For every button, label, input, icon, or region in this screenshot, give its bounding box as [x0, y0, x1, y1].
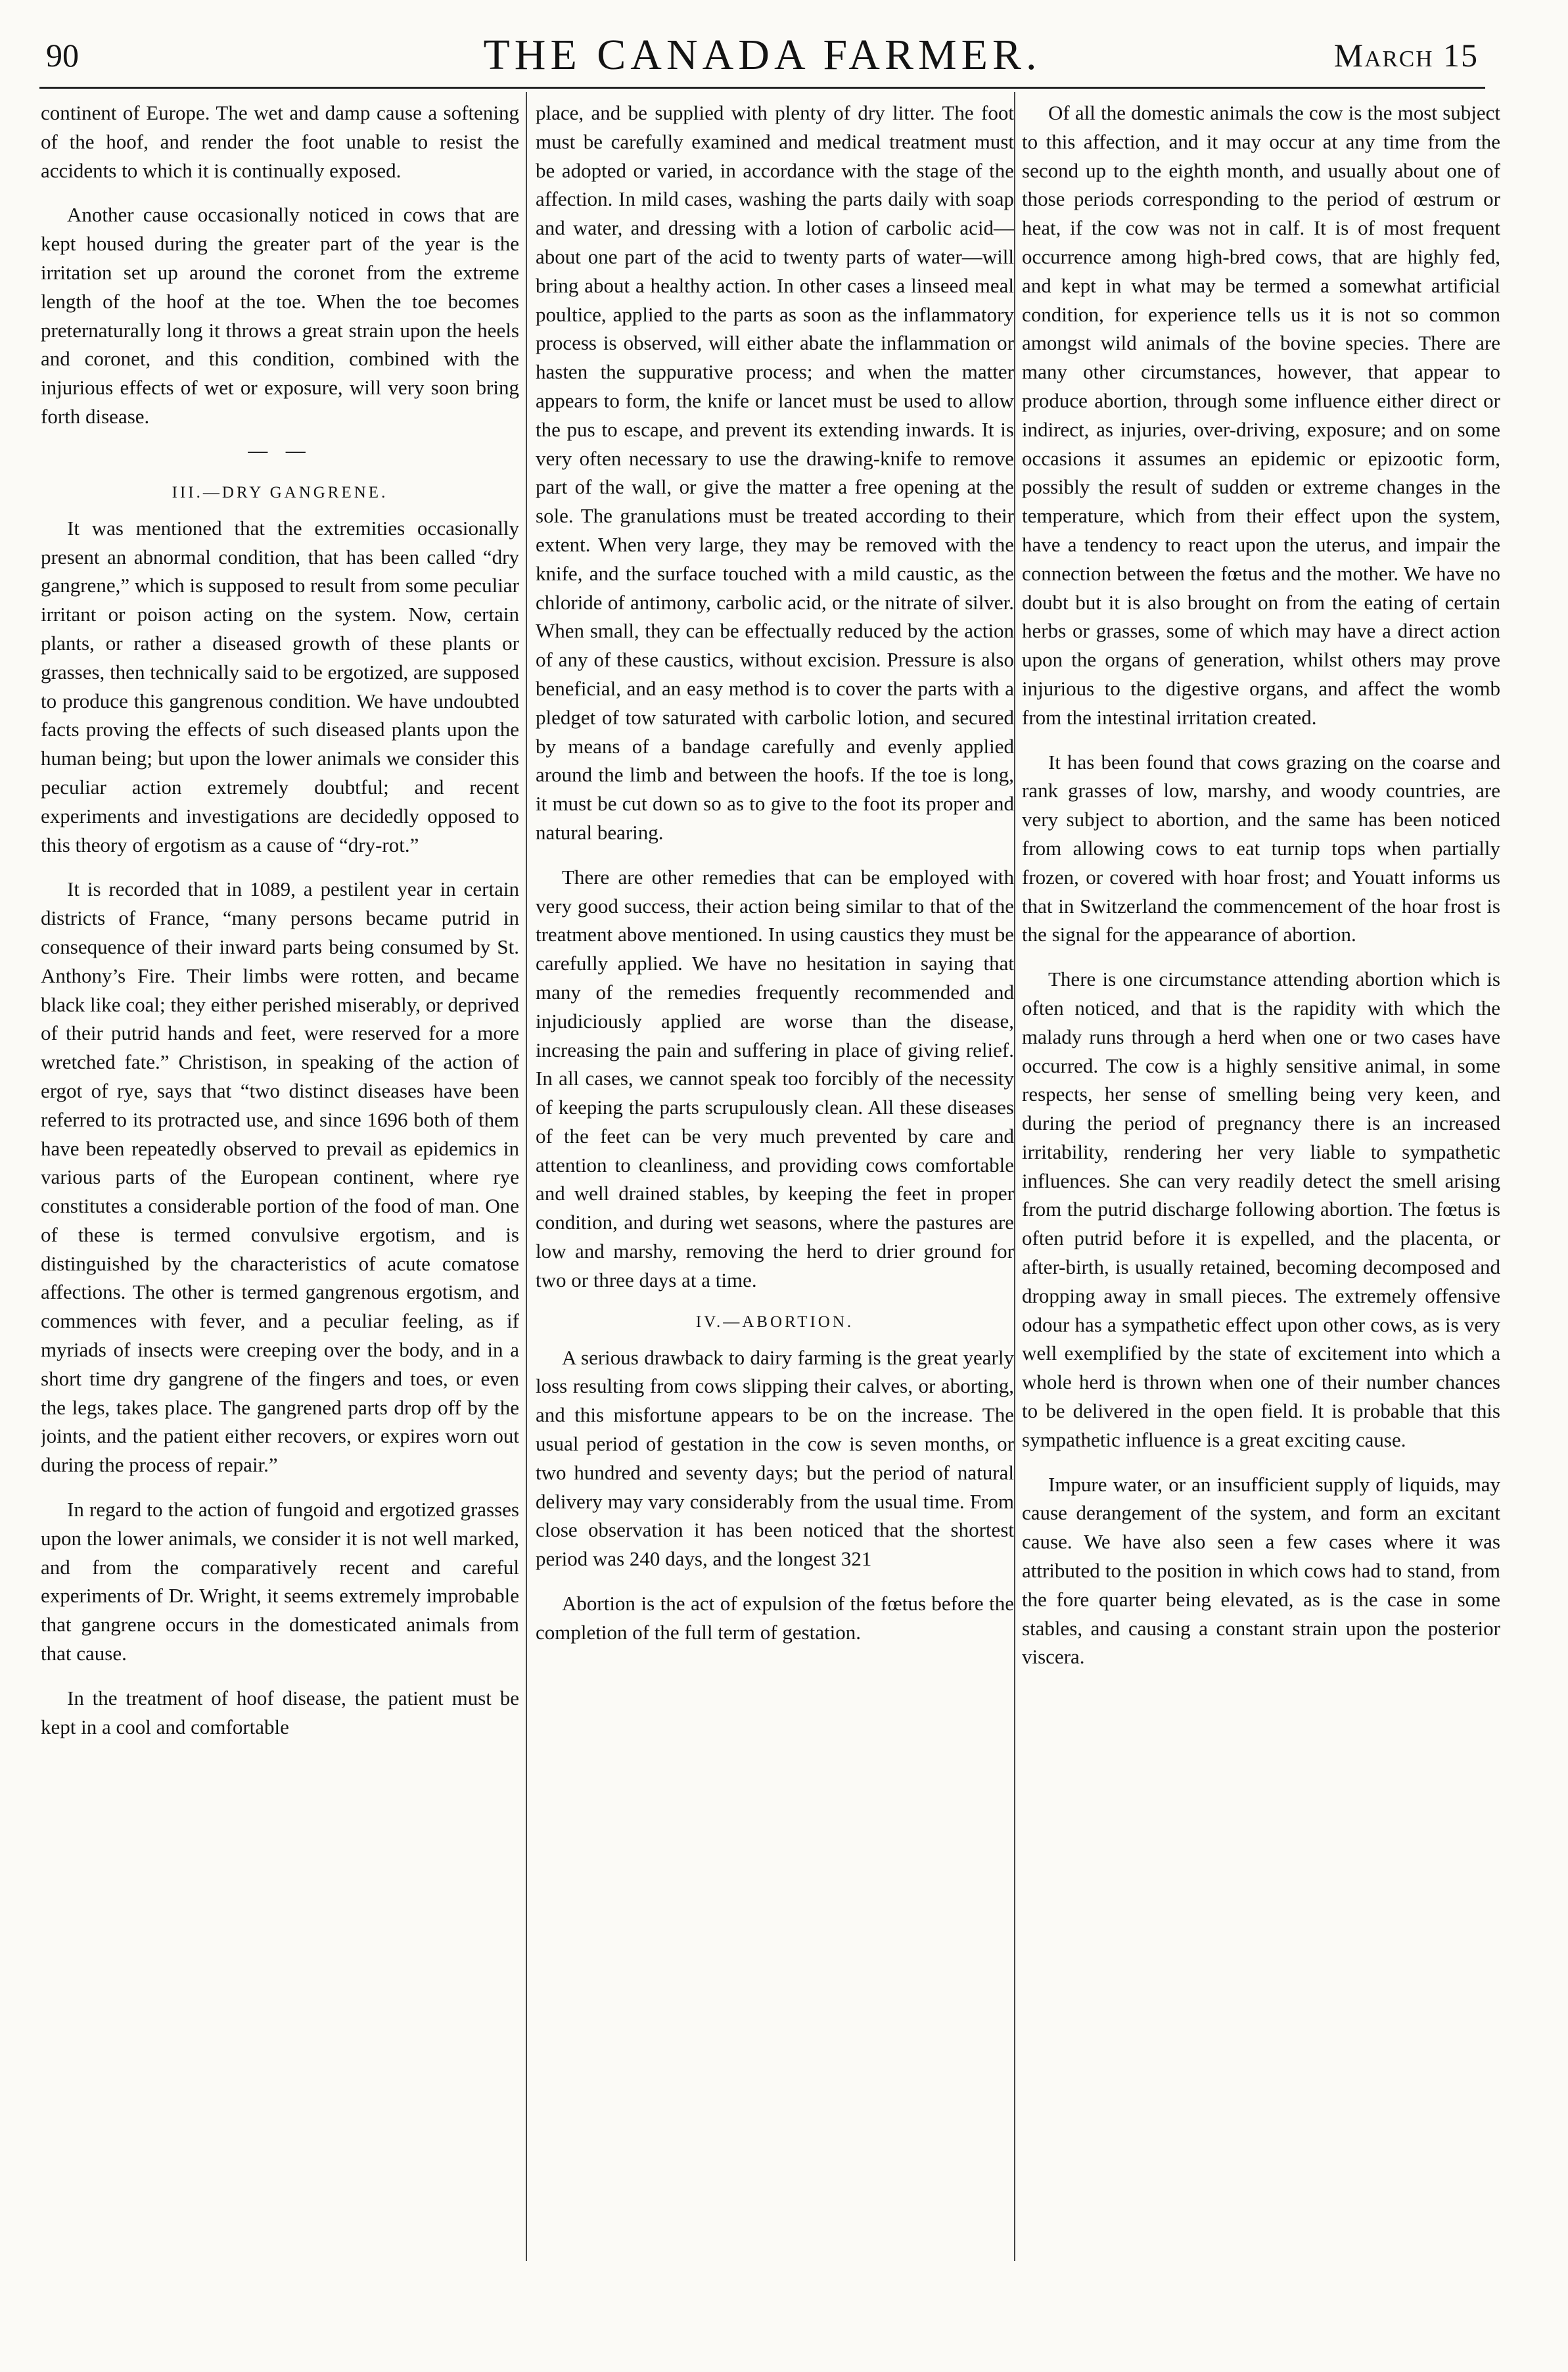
- paragraph: Another cause occasionally noticed in cows that are kept housed during the greater part of the year is the irritation set up around the coronet from the extreme length of the hoof at the toe. When the toe becomes preternaturally long it throws a great strain upon the heels and coronet, and this condition, combined with the injurious effects of wet or exposure, will very soon bring forth disease.: [41, 203, 519, 428]
- paragraph: In the treatment of hoof disease, the patient must be kept in a cool and comfortable: [41, 1686, 519, 1738]
- page-number: 90: [46, 37, 79, 74]
- header-rule: [39, 87, 1485, 89]
- paragraph: There is one circumstance attending abortion which is often noticed, and that is the rapidity with which the malady runs through a herd when one or two cases have occurred. The cow is a highly sensitive animal, in some respects, her sense of smelling being very keen, and during the period of pregnancy there is an increased irritability, rendering her very liable to sympathetic influences. She can very readily detect the smell arising from the putrid discharge following abortion. The fœtus is often putrid before it is expelled, and the placenta, or after-birth, is usually retained, becoming decomposed and dropping away in small pieces. The extremely offensive odour has a sympathetic effect upon other cows, as is very well exemplified by the state of excitement into which a whole herd is thrown when one of their number chances to be delivered in the open field. It is probable that this sympathetic influence is a great exciting cause.: [1022, 967, 1500, 1451]
- section-heading-dry-gangrene: III.—DRY GANGRENE.: [172, 483, 388, 501]
- paragraph: continent of Europe. The wet and damp cause a softening of the hoof, and render the foot unable to resist the accidents to which it is continually exposed.: [41, 101, 519, 182]
- paragraph: There are other remedies that can be employed with very good success, their action being similar to that of the treatment above mentioned. In using caustics they must be carefully applied. We have no hesitation in saying that many of the remedies frequently recommended and injudiciously applied are worse than the disease, increasing the pain and suffering in place of giving relief. In all cases, we cannot speak too forcibly of the necessity of keeping the parts scrupulously clean. All these diseases of the feet can be very much prevented by care and attention to cleanliness, and providing cows comfortable and well drained stables, by keeping the feet in proper condition, and during wet seasons, where the pastures are low and marshy, removing the herd to drier ground for two or three days at a time.: [536, 865, 1014, 1291]
- page-header: [39, 29, 1485, 81]
- paragraph: Of all the domestic animals the cow is the most subject to this affection, and it may occur at any time from the second up to the eighth month, and usually about one of those periods corresponding to the period of œstrum or heat, if the cow was not in calf. It is of most frequent occurrence among high-bred cows, that are highly fed, and kept in what may be termed a somewhat artificial condition, for experience tells us it is not so common amongst wild animals of the bovine species. There are many other circumstances, however, that appear to produce abortion, through some influence either direct or indirect, as injuries, over-driving, exposure; and on some occasions it assumes an epidemic or epizootic form, possibly the result of sudden or extreme changes in the temperature, which from their effect upon the system, have a tendency to react upon the uterus, and impair the connection between the fœtus and the mother. We have no doubt but it is also brought on from the eating of certain herbs or grasses, some of which may have a direct action upon the organs of generation, whilst others may prove injurious to the digestive organs, and affect the womb from the intestinal irritation created.: [1022, 101, 1500, 729]
- paragraph: A serious drawback to dairy farming is the great yearly loss resulting from cows slipping their calves, or aborting, and this misfortune appears to be on the increase. The usual period of gestation in the cow is seven months, or two hundred and seventy days; but the period of natural delivery may vary considerably from the usual time. From close observation it has been noticed that the shortest period was 240 days, and the longest 321: [536, 1345, 1014, 1571]
- paragraph: place, and be supplied with plenty of dry litter. The foot must be carefully examined and medical treatment must be adopted or varied, in accordance with the stage of the affection. In mild cases, washing the parts daily with soap and water, and dressing with a lotion of carbolic acid—about one part of the acid to twenty parts of water—will bring about a healthy action. In other cases a linseed meal poultice, applied to the parts as soon as the inflammatory process is observed, will either abate the inflammation or hasten the suppurative process; and when the matter appears to form, the knife or lancet must be used to allow the pus to escape, and prevent its extending inwards. It is very often necessary to use the drawing-knife to remove part of the wall, or give the matter a free opening at the sole. The granulations must be treated according to their extent. When very large, they may be removed with the knife, and the surface touched with a mild caustic, as the chloride of antimony, carbolic acid, or the nitrate of silver. When small, they can be effectually reduced by the action of any of these caustics, without excision. Pressure is also beneficial, and an easy method is to cover the parts with a pledget of tow saturated with carbolic lotion, and secured by means of a bandage carefully and evenly applied around the limb and between the hoofs. If the toe is long, it must be cut down so as to give to the foot its proper and natural bearing.: [536, 101, 1014, 844]
- paragraph: It has been found that cows grazing on the coarse and rank grasses of low, marshy, and woody countries, are very subject to abortion, and the same has been noticed from allowing cows to eat turnip tops when partially frozen, or covered with hoar frost; and Youatt informs us that in Switzerland the commencement of the hoar frost is the signal for the appearance of abortion.: [1022, 750, 1500, 946]
- section-divider: — —: [248, 439, 312, 461]
- column-1: [41, 99, 519, 2267]
- paragraph: It is recorded that in 1089, a pestilent year in certain districts of France, “many persons became putrid in consequence of their inward parts being consumed by St. Anthony’s Fire. Their limbs were rotten, and became black like coal; they either perished miserably, or deprived of their putrid hands and feet, were reserved for a more wretched fate.” Christison, in speaking of the action of ergot of rye, says that “two distinct diseases have been referred to its protracted use, and since 1696 both of them have been repeatedly observed to prevail as epidemics in various parts of the European continent, where rye constitutes a considerable portion of the food of man. One of these is termed convulsive ergotism, and is distinguished by the characteristics of acute comatose affections. The other is termed gangrenous ergotism, and commences with fever, and a peculiar feeling, as if myriads of insects were creeping over the body, and in a short time dry gangrene of the fingers and toes, or even the legs, takes place. The gangrened parts drop off by the joints, and the patient either recovers, or expires worn out during the process of repair.”: [41, 877, 519, 1477]
- masthead-title: THE CANADA FARMER.: [483, 31, 1042, 79]
- section-heading-abortion: IV.—ABORTION.: [695, 1313, 854, 1331]
- column-2: [536, 99, 1014, 2267]
- column-rule-left: [526, 92, 527, 2261]
- column-3: [1022, 99, 1500, 2267]
- paragraph: Impure water, or an insufficient supply of liquids, may cause derangement of the system, and form an excitant cause. We have also seen a few cases where it was attributed to the position in which cows had to stand, from the fore quarter being elevated, as is the case in some stables, and causing a constant strain upon the posterior viscera.: [1022, 1472, 1500, 1669]
- paragraph: It was mentioned that the extremities occasionally present an abnormal condition, that has been called “dry gangrene,” which is supposed to result from some peculiar irritant or poison acting on the system. Now, certain plants, or rather a diseased growth of these plants or grasses, then technically said to be ergotized, are supposed to produce this gangrenous condition. We have undoubted facts proving the effects of such diseased plants upon the human being; but upon the lower animals we consider this peculiar action extremely doubtful; and recent experiments and investigations are decidedly opposed to this theory of ergotism as a cause of “dry-rot.”: [41, 516, 519, 856]
- column-rule-right: [1014, 92, 1015, 2261]
- issue-date: March 15: [1333, 37, 1479, 74]
- paragraph: Abortion is the act of expulsion of the fœtus before the completion of the full term of gestation.: [536, 1592, 1014, 1644]
- paragraph: In regard to the action of fungoid and ergotized grasses upon the lower animals, we consider it is not well marked, and from the comparatively recent and careful experiments of Dr. Wright, it seems extremely improbable that gangrene occurs in the domesticated animals from that cause.: [41, 1498, 519, 1665]
